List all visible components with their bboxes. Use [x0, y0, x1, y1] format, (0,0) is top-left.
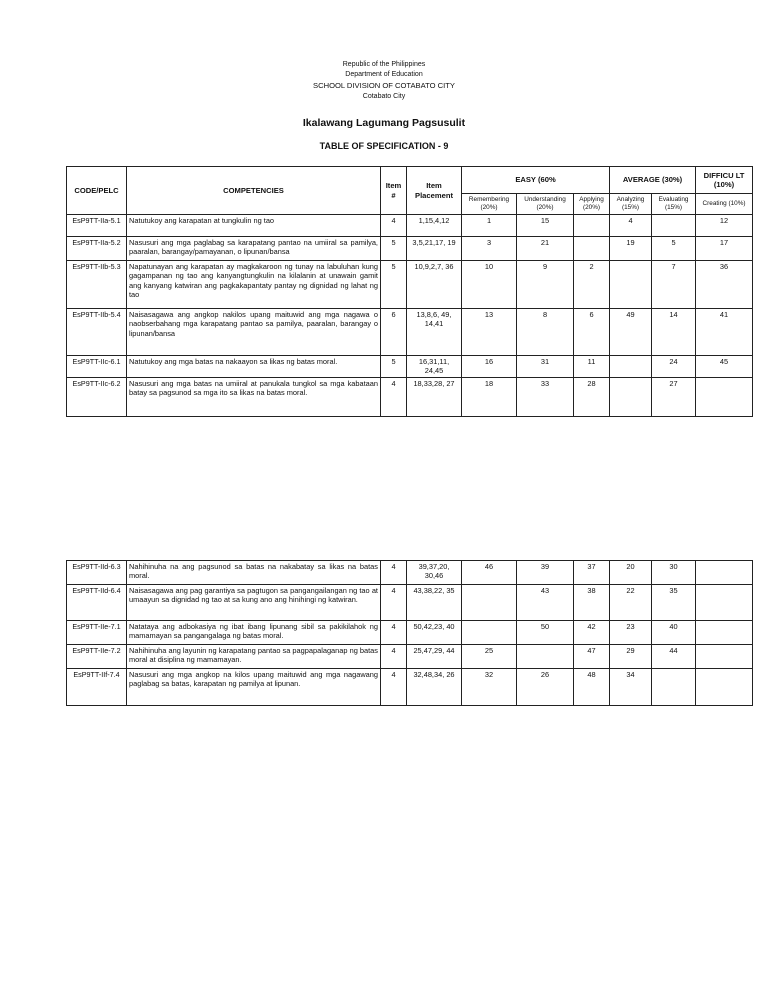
applying-value: 6 — [574, 309, 610, 356]
creating-value — [696, 378, 753, 417]
exam-title: Ikalawang Lagumang Pagsusulit — [302, 117, 466, 129]
item-placement: 32,48,34, 26 — [407, 669, 462, 706]
evaluating-value: 30 — [652, 561, 696, 585]
header-easy: EASY (60% — [462, 167, 610, 194]
understanding-value: 9 — [517, 261, 574, 309]
remembering-value: 16 — [462, 356, 517, 378]
evaluating-value — [652, 669, 696, 706]
competency-code: EsP9TT-IIa-5.2 — [67, 237, 127, 261]
table-row — [67, 309, 753, 356]
remembering-value: 1 — [462, 215, 517, 237]
evaluating-value: 35 — [652, 585, 696, 621]
competency-code: EsP9TT-IIb-5.4 — [67, 309, 127, 356]
understanding-value: 26 — [517, 669, 574, 706]
item-count: 5 — [381, 356, 407, 378]
competency-text: Naisasagawa ang pag garantiya sa pagtugon sa pangangailangan ng tao at umaayun sa dignidad ng tao at sa kung ano ang hinihingi ng katwiran. — [127, 585, 381, 621]
understanding-value: 50 — [517, 621, 574, 645]
creating-value: 12 — [696, 215, 753, 237]
competency-text: Nahihinuha na ang pagsunod sa batas na nakabatay sa likas na batas moral. — [127, 561, 381, 585]
creating-value — [696, 561, 753, 585]
applying-value: 28 — [574, 378, 610, 417]
competency-code: EsP9TT-IIc-6.1 — [67, 356, 127, 378]
remembering-value: 13 — [462, 309, 517, 356]
competency-code: EsP9TT-IIc-6.2 — [67, 378, 127, 417]
understanding-value: 8 — [517, 309, 574, 356]
competency-text: Nasusuri ang mga batas na umiiral at panukala tungkol sa mga kabataan batay sa pagsunod sa mga ito sa likas na batas moral. — [127, 378, 381, 417]
applying-value: 42 — [574, 621, 610, 645]
competency-text: Nasusuri ang mga angkop na kilos upang maituwid ang mga nagawang paglabag sa batas, karapatan ng pamilya at lipunan. — [127, 669, 381, 706]
competency-text: Natutukoy ang mga batas na nakaayon sa likas ng batas moral. — [127, 356, 381, 378]
item-placement: 50,42,23, 40 — [407, 621, 462, 645]
header-line-city: Cotabato City — [362, 93, 406, 100]
analyzing-value — [610, 378, 652, 417]
header-creating: Creating (10%) — [696, 194, 753, 215]
item-count: 4 — [381, 585, 407, 621]
tos-subtitle: TABLE OF SPECIFICATION - 9 — [319, 141, 449, 151]
item-placement: 18,33,28, 27 — [407, 378, 462, 417]
analyzing-value: 4 — [610, 215, 652, 237]
applying-value: 38 — [574, 585, 610, 621]
creating-value: 45 — [696, 356, 753, 378]
item-count: 5 — [381, 237, 407, 261]
evaluating-value: 7 — [652, 261, 696, 309]
competency-text: Nahihinuha ang layunin ng karapatang pantao sa pagpapalaganap ng batas moral at disiplina ng mamamayan. — [127, 645, 381, 669]
tos-table-1 — [66, 166, 753, 417]
competency-text: Natataya ang adbokasiya ng ibat ibang lipunang sibil sa pakikilahok ng mamamayan sa pangangalaga ng batas moral. — [127, 621, 381, 645]
creating-value: 41 — [696, 309, 753, 356]
creating-value: 17 — [696, 237, 753, 261]
table-row — [67, 261, 753, 309]
analyzing-value: 20 — [610, 561, 652, 585]
remembering-value: 46 — [462, 561, 517, 585]
evaluating-value — [652, 215, 696, 237]
evaluating-value: 14 — [652, 309, 696, 356]
item-placement: 3,5,21,17, 19 — [407, 237, 462, 261]
item-placement: 39,37,20, 30,46 — [407, 561, 462, 585]
item-count: 4 — [381, 215, 407, 237]
item-count: 4 — [381, 669, 407, 706]
item-placement: 10,9,2,7, 36 — [407, 261, 462, 309]
competency-code: EsP9TT-IIa-5.1 — [67, 215, 127, 237]
analyzing-value: 49 — [610, 309, 652, 356]
header-line-republic: Republic of the Philippines — [342, 61, 426, 68]
creating-value — [696, 585, 753, 621]
header-competencies: COMPETENCIES — [127, 167, 381, 215]
understanding-value: 15 — [517, 215, 574, 237]
header-understanding: Understanding (20%) — [517, 194, 574, 215]
item-placement: 1,15,4,12 — [407, 215, 462, 237]
item-placement: 43,38,22, 35 — [407, 585, 462, 621]
item-count: 4 — [381, 561, 407, 585]
competency-text: Nasusuri ang mga paglabag sa karapatang pantao na umiiral sa pamilya, paaralan, barangay/pamayanan, o lipunan/bansa — [127, 237, 381, 261]
applying-value: 47 — [574, 645, 610, 669]
header-difficult: DIFFICU LT (10%) — [696, 167, 753, 194]
table-row — [67, 378, 753, 417]
header-analyzing: Analyzing (15%) — [610, 194, 652, 215]
competency-code: EsP9TT-IIe-7.1 — [67, 621, 127, 645]
competency-code: EsP9TT-IIe-7.2 — [67, 645, 127, 669]
understanding-value: 39 — [517, 561, 574, 585]
competency-text: Napatunayan ang karapatan ay magkakaroon ng tunay na labuluhan kung gagampanan ng tao ang kanyangtungkulin na kilalanin at unawain gamit ang kanyang katwiran ang pagkakapantaty pantay ng dignidad ng lahat ng tao — [127, 261, 381, 309]
understanding-value: 33 — [517, 378, 574, 417]
item-count: 4 — [381, 378, 407, 417]
remembering-value: 25 — [462, 645, 517, 669]
evaluating-value: 27 — [652, 378, 696, 417]
analyzing-value: 19 — [610, 237, 652, 261]
remembering-value: 3 — [462, 237, 517, 261]
table-row — [67, 237, 753, 261]
applying-value: 2 — [574, 261, 610, 309]
item-placement: 25,47,29, 44 — [407, 645, 462, 669]
table-row — [67, 621, 753, 645]
competency-text: Natutukoy ang karapatan at tungkulin ng tao — [127, 215, 381, 237]
tos-table-1-body — [67, 215, 753, 417]
table-row — [67, 215, 753, 237]
analyzing-value — [610, 356, 652, 378]
header-evaluating: Evaluating (15%) — [652, 194, 696, 215]
remembering-value: 18 — [462, 378, 517, 417]
creating-value — [696, 621, 753, 645]
header-remembering: Remembering (20%) — [462, 194, 517, 215]
creating-value — [696, 669, 753, 706]
header-applying: Applying (20%) — [574, 194, 610, 215]
competency-code: EsP9TT-IId-6.3 — [67, 561, 127, 585]
remembering-value — [462, 621, 517, 645]
applying-value: 11 — [574, 356, 610, 378]
understanding-value: 21 — [517, 237, 574, 261]
remembering-value — [462, 585, 517, 621]
evaluating-value: 44 — [652, 645, 696, 669]
understanding-value — [517, 645, 574, 669]
header-average: AVERAGE (30%) — [610, 167, 696, 194]
analyzing-value: 23 — [610, 621, 652, 645]
creating-value: 36 — [696, 261, 753, 309]
remembering-value: 32 — [462, 669, 517, 706]
analyzing-value: 29 — [610, 645, 652, 669]
header-item-no: Item # — [381, 167, 407, 215]
applying-value: 48 — [574, 669, 610, 706]
header-item-placement: Item Placement — [407, 167, 462, 215]
table-row — [67, 669, 753, 706]
analyzing-value: 22 — [610, 585, 652, 621]
item-placement: 13,8,6, 49, 14,41 — [407, 309, 462, 356]
evaluating-value: 40 — [652, 621, 696, 645]
competency-code: EsP9TT-IIb-5.3 — [67, 261, 127, 309]
header-line-deped: Department of Education — [345, 71, 423, 78]
applying-value — [574, 215, 610, 237]
competency-text: Naisasagawa ang angkop nakilos upang maituwid ang mga nagawa o naobserbahang mga karapatang pantao sa pamilya, paaralan, barangay o lipunan/bansa — [127, 309, 381, 356]
evaluating-value: 24 — [652, 356, 696, 378]
understanding-value: 43 — [517, 585, 574, 621]
tos-table-2 — [66, 560, 753, 706]
evaluating-value: 5 — [652, 237, 696, 261]
applying-value — [574, 237, 610, 261]
item-count: 4 — [381, 645, 407, 669]
table-row — [67, 645, 753, 669]
competency-code: EsP9TT-IId-6.4 — [67, 585, 127, 621]
item-count: 5 — [381, 261, 407, 309]
table-row — [67, 356, 753, 378]
understanding-value: 31 — [517, 356, 574, 378]
remembering-value: 10 — [462, 261, 517, 309]
applying-value: 37 — [574, 561, 610, 585]
creating-value — [696, 645, 753, 669]
header-line-division: SCHOOL DIVISION OF COTABATO CITY — [313, 81, 455, 90]
competency-code: EsP9TT-IIf-7.4 — [67, 669, 127, 706]
analyzing-value — [610, 261, 652, 309]
analyzing-value: 34 — [610, 669, 652, 706]
table-row — [67, 585, 753, 621]
item-placement: 16,31,11, 24,45 — [407, 356, 462, 378]
item-count: 4 — [381, 621, 407, 645]
header-code: CODE/PELC — [67, 167, 127, 215]
table-row — [67, 561, 753, 585]
item-count: 6 — [381, 309, 407, 356]
tos-table-2-body — [67, 561, 753, 706]
